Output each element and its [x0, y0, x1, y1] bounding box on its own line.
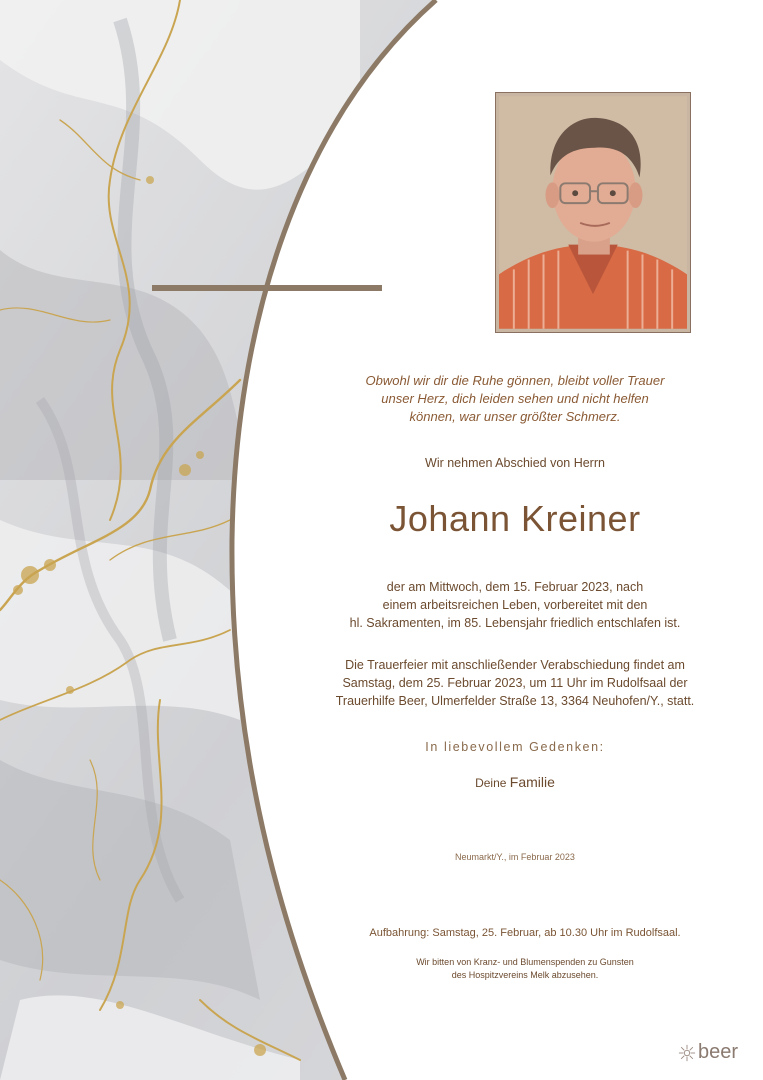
verse-line: Obwohl wir dir die Ruhe gönnen, bleibt voller Trauer — [365, 373, 665, 388]
memory-heading: In liebevollem Gedenken: — [425, 740, 605, 754]
donation-line: Wir bitten von Kranz- und Blumenspenden zu Gunsten — [416, 957, 634, 967]
verse-line: können, war unser größter Schmerz. — [409, 409, 621, 424]
dandelion-icon — [678, 1044, 696, 1062]
ceremony-paragraph — [280, 656, 750, 710]
ceremony-line: Samstag, dem 25. Februar 2023, um 11 Uhr im Rudolfsaal der — [342, 676, 688, 690]
farewell-intro: Wir nehmen Abschied von Herrn — [425, 456, 605, 470]
family-prefix: Deine — [475, 776, 507, 790]
memorial-verse — [290, 372, 740, 426]
deceased-name: Johann Kreiner — [389, 498, 641, 539]
portrait-image — [499, 96, 687, 329]
portrait-photo — [495, 92, 691, 333]
passing-line: der am Mittwoch, dem 15. Februar 2023, nach — [386, 580, 644, 594]
ceremony-line: Trauerhilfe Beer, Ulmerfelder Straße 13, 3364 Neuhofen/Y., statt. — [335, 694, 695, 708]
donation-line: des Hospitzvereins Melk abzusehen. — [451, 970, 599, 980]
passing-line: hl. Sakramenten, im 85. Lebensjahr friedlich entschlafen ist. — [349, 616, 681, 630]
passing-line: einem arbeitsreichen Leben, vorbereitet mit den — [382, 598, 648, 612]
family-signature — [290, 774, 740, 790]
brand-logo — [678, 1041, 738, 1064]
cross-bar — [152, 285, 382, 291]
passing-paragraph — [280, 578, 750, 632]
place-date: Neumarkt/Y., im Februar 2023 — [455, 852, 575, 862]
ceremony-line: Die Trauerfeier mit anschließender Verabschiedung findet am — [345, 658, 685, 672]
verse-line: unser Herz, dich leiden sehen und nicht helfen — [381, 391, 649, 406]
family-name: Familie — [509, 774, 555, 790]
brand-name: beer — [698, 1041, 739, 1063]
viewing-info: Aufbahrung: Samstag, 25. Februar, ab 10.30 Uhr im Rudolfsaal. — [369, 927, 681, 939]
donation-note — [300, 956, 750, 982]
